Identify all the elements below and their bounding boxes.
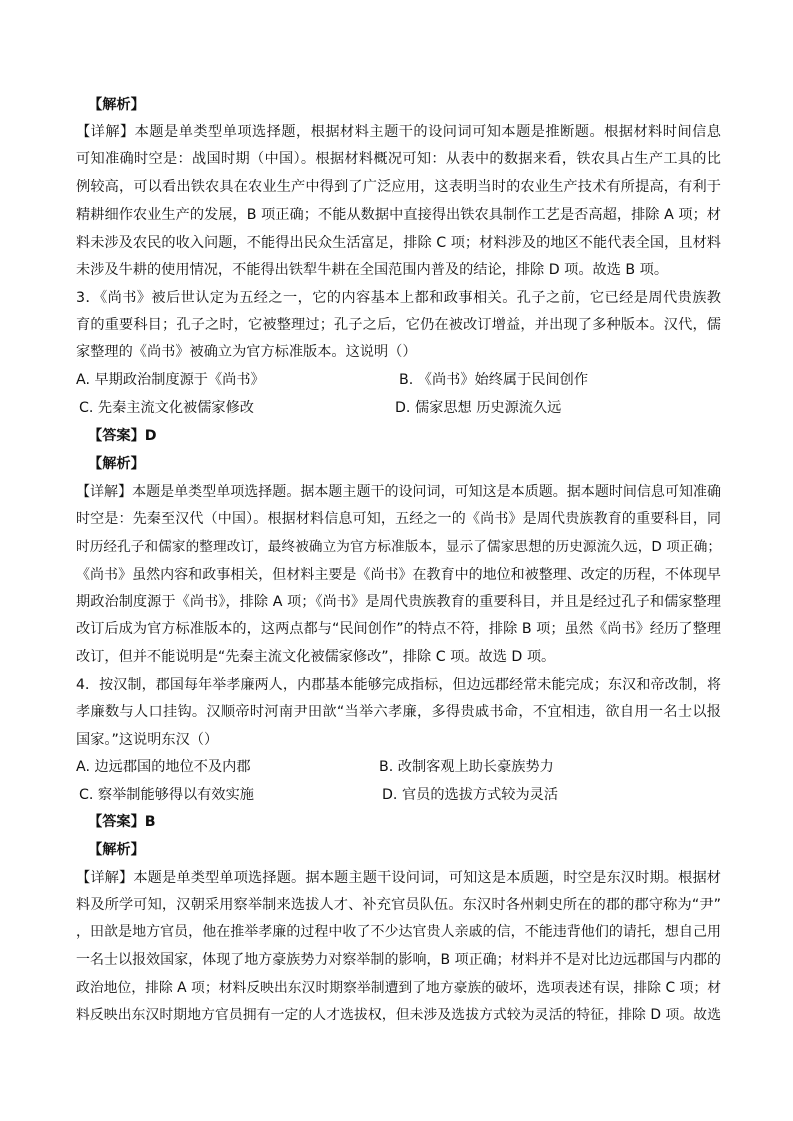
jiexi-label-q3: 【解析】	[88, 456, 145, 472]
q2-detail-line: 精耕细作农业生产的发展，B 项正确；不能从数据中直接得出铁农具制作工艺是否高超，排除 A 项；材	[76, 207, 721, 223]
q3-stem-line: 育的重要科目；孔子之时，它被整理过；孔子之后，它仍在被改订增益，并出现了多种版本。汉代，儒	[76, 317, 721, 333]
q4-detail-line: 一名士以报效国家，体现了地方豪族势力对察举制的影响，B 项正确；材料并不是对比边远郡国与内郡的	[76, 952, 721, 968]
q4-option-c: C. 察举制能够得以有效实施	[79, 787, 254, 803]
q2-detail-line: 可知准确时空是：战国时期（中国）。根据材料概况可知：从表中的数据来看，铁农具占生产工具的比	[76, 151, 721, 167]
q4-option-d: D. 官员的选拔方式较为灵活	[382, 787, 559, 803]
q4-detail-line: 政治地位，排除 A 项；材料反映出东汉时期察举制遭到了地方豪族的破坏，选项表述有误，排除 C 项；材	[76, 980, 721, 996]
q3-detail-line: 时空是：先秦至汉代（中国）。根据材料信息可知，五经之一的《尚书》是周代贵族教育的重要科目，同	[76, 511, 721, 527]
q3-detail-line: 改订，但并不能说明是“先秦主流文化被儒家修改”，排除 C 项。故选 D 项。	[76, 649, 556, 665]
q4-option-b: B. 改制客观上助长豪族势力	[379, 759, 554, 775]
q3-detail-line: 时历经孔子和儒家的整理改订，最终被确立为官方标准版本，显示了儒家思想的历史源流久远，D 项正确；	[76, 539, 721, 555]
q4-detail-line: ，田歆是地方官员，他在推举孝廉的过程中收了不少达官贵人亲戚的信，不能违背他们的请托，想自己用	[76, 924, 721, 940]
q4-stem-line: 4．按汉制，郡国每年举孝廉两人，内郡基本能够完成指标，但边远郡经常未能完成；东汉和帝改制，将	[76, 677, 721, 693]
q4-answer: 【答案】B	[88, 814, 156, 830]
q4-detail-line: 【详解】本题是单类型单项选择题。据本题主题干设问词，可知这是本质题，时空是东汉时期。根据材	[76, 870, 721, 886]
q2-detail-line: 料未涉及农民的收入问题，不能得出民众生活富足，排除 C 项；材料涉及的地区不能代表全国，且材料	[76, 235, 721, 251]
q3-stem-line: 家整理的《尚书》被确立为官方标准版本。这说明（）	[76, 344, 417, 360]
q4-option-a: A. 边远郡国的地位不及内郡	[76, 759, 251, 775]
q2-detail-line: 未涉及牛耕的使用情况，不能得出铁犁牛耕在全国范围内普及的结论，排除 D 项。故选 B 项。	[76, 262, 669, 278]
q3-option-d: D. 儒家思想 历史源流久远	[395, 400, 562, 416]
q3-option-c: C. 先秦主流文化被儒家修改	[79, 400, 254, 416]
q4-stem-line: 孝廉数与人口挂钩。汉顺帝时河南尹田歆“当举六孝廉，多得贵戚书命，不宜相违，欲自用一名士以报	[76, 704, 721, 720]
jiexi-label-q4: 【解析】	[88, 842, 145, 858]
jiexi-label-q2: 【解析】	[88, 97, 145, 113]
q4-stem-line: 国家。”这说明东汉（）	[76, 732, 219, 748]
q3-detail-line: 《尚书》虽然内容和政事相关，但材料主要是《尚书》在教育中的地位和被整理、改定的历程，不体现早	[76, 567, 721, 583]
q3-detail-line: 期政治制度源于《尚书》，排除 A 项；《尚书》是周代贵族教育的重要科目，并且是经过孔子和儒家整理	[76, 594, 721, 610]
q3-option-b: B. 《尚书》始终属于民间创作	[399, 372, 589, 388]
q3-stem-line: 3．《尚书》被后世认定为五经之一，它的内容基本上都和政事相关。孔子之前，它已经是周代贵族教	[76, 290, 721, 306]
q3-detail-line: 改订后成为官方标准版本的，这两点都与“民间创作”的特点不符，排除 B 项；虽然《尚书》经历了整理	[76, 621, 721, 637]
q2-detail-line: 例较高，可以看出铁农具在农业生产中得到了广泛应用，这表明当时的农业生产技术有所提高，有利于	[76, 179, 721, 195]
q3-detail-line: 【详解】本题是单类型单项选择题。据本题主题干的设问词，可知这是本质题。据本题时间信息可知准确	[76, 484, 721, 500]
q2-detail-line: 【详解】本题是单类型单项选择题，根据材料主题干的设问词可知本题是推断题。根据材料时间信息	[76, 124, 721, 140]
q3-option-a: A. 早期政治制度源于《尚书》	[76, 372, 265, 388]
q3-answer: 【答案】D	[88, 428, 157, 444]
q4-detail-line: 料及所学可知，汉朝采用察举制来选拔人才、补充官员队伍。东汉时各州刺史所在的郡的郡守称为“尹”	[76, 897, 721, 913]
q4-detail-line: 料反映出东汉时期地方官员拥有一定的人才选拔权，但未涉及选拔方式较为灵活的特征，排除 D 项。故选	[76, 1007, 721, 1023]
